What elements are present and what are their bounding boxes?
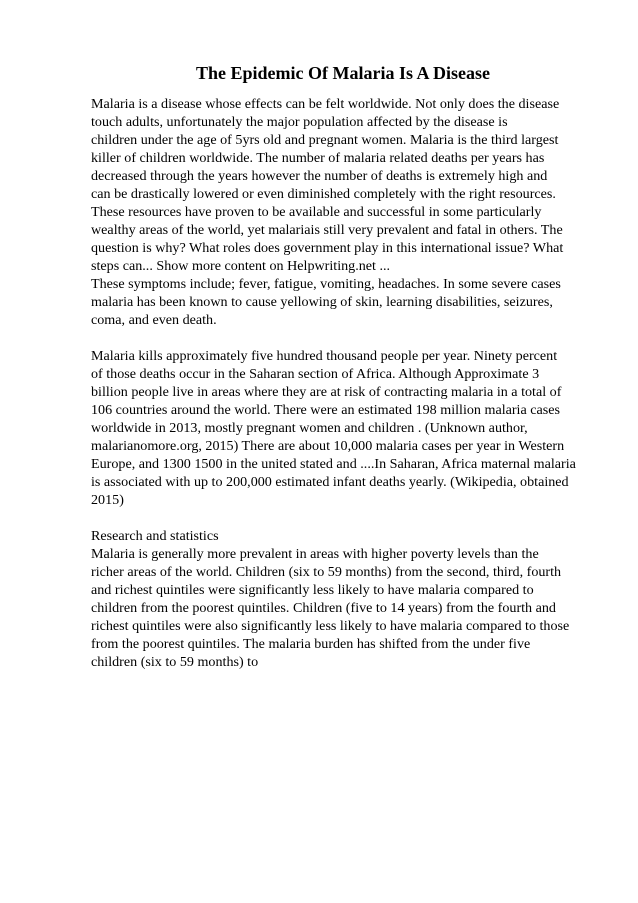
- text-line: worldwide in 2013, mostly pregnant women and children . (Unknown author,: [91, 420, 528, 436]
- paragraph-spacer: [91, 509, 561, 527]
- paragraph-research: [91, 527, 570, 671]
- text-line: Malaria is a disease whose effects can be felt worldwide. Not only does the disease: [91, 96, 560, 112]
- document-body: [91, 95, 576, 671]
- text-line: malarianomore.org, 2015) There are about 10,000 malaria cases per year in Western: [91, 438, 565, 454]
- text-line: from the poorest quintiles. The malaria burden has shifted from the under five: [91, 636, 531, 652]
- text-line: richest quintiles were also significantly less likely to have malaria compared to those: [91, 618, 570, 634]
- text-line: children under the age of 5yrs old and pregnant women. Malaria is the third largest: [91, 132, 559, 148]
- text-line: steps can... Show more content on Helpwriting.net ...: [91, 258, 391, 274]
- paragraph-statistics: [91, 347, 576, 509]
- text-line: 106 countries around the world. There were an estimated 198 million malaria cases: [91, 402, 560, 418]
- text-line: Malaria is generally more prevalent in areas with higher poverty levels than the: [91, 546, 539, 562]
- section-heading: Research and statistics: [91, 528, 219, 544]
- paragraph-spacer: [91, 329, 561, 347]
- text-line: coma, and even death.: [91, 312, 217, 328]
- text-line: malaria has been known to cause yellowing of skin, learning disabilities, seizures,: [91, 294, 553, 310]
- paragraph-intro: [91, 95, 564, 329]
- text-line: wealthy areas of the world, yet malariais still very prevalent and fatal in others. The: [91, 222, 563, 238]
- text-line: children (six to 59 months) to: [91, 654, 259, 670]
- text-line: These symptoms include; fever, fatigue, vomiting, headaches. In some severe cases: [91, 276, 561, 292]
- text-line: 2015): [91, 492, 124, 508]
- text-line: These resources have proven to be available and successful in some particularly: [91, 204, 542, 220]
- text-line: Europe, and 1300 1500 in the united stated and ....In Saharan, Africa maternal malaria: [91, 456, 576, 472]
- text-line: is associated with up to 200,000 estimated infant deaths yearly. (Wikipedia, obtained: [91, 474, 569, 490]
- text-line: touch adults, unfortunately the major population affected by the disease is: [91, 114, 508, 130]
- text-line: killer of children worldwide. The number of malaria related deaths per years has: [91, 150, 545, 166]
- text-line: question is why? What roles does government play in this international issue? What: [91, 240, 564, 256]
- text-line: richer areas of the world. Children (six to 59 months) from the second, third, fourth: [91, 564, 562, 580]
- text-line: children from the poorest quintiles. Children (five to 14 years) from the fourth and: [91, 600, 556, 616]
- text-line: Malaria kills approximately five hundred thousand people per year. Ninety percent: [91, 348, 558, 364]
- document-title: The Epidemic Of Malaria Is A Disease: [196, 63, 490, 83]
- text-line: decreased through the years however the number of deaths is extremely high and: [91, 168, 548, 184]
- text-line: billion people live in areas where they are at risk of contracting malaria in a total of: [91, 384, 562, 400]
- text-line: and richest quintiles were significantly less likely to have malaria compared to: [91, 582, 534, 598]
- text-line: of those deaths occur in the Saharan section of Africa. Although Approximate 3: [91, 366, 540, 382]
- text-line: can be drastically lowered or even diminished completely with the right resources.: [91, 186, 556, 202]
